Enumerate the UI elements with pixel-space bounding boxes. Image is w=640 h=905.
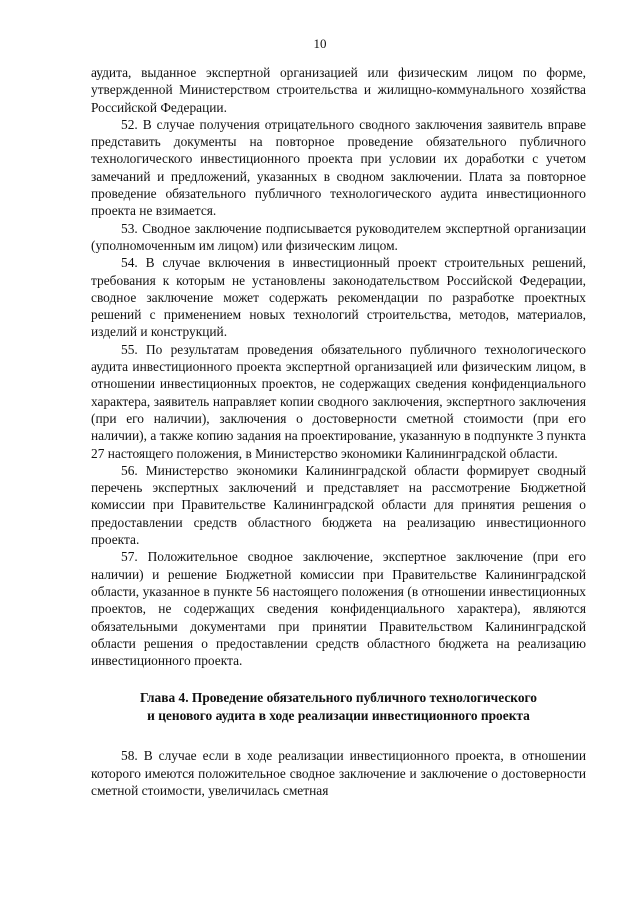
paragraph-number: 57. [121,549,138,565]
paragraph-number: 55. [121,341,138,357]
paragraph-number: 56. [121,462,138,478]
paragraph-57 [91,548,586,669]
paragraph-text: В случае если в ходе реализации инвестиционного проекта, в отношении которого имеются положительное сводное заключение и заключение о достоверности сметной стоимости, увеличилась сметная [91,748,586,798]
paragraph-text: В случае получения отрицательного сводного заключения заявитель вправе представить документы на повторное проведение обязательного публичного технологического инвестиционного проекта при условии их доработки с учетом замечаний и предложений, указанных в сводном заключении. Плата за повторное проведение обязательного публичного технологического аудита инвестиционного проекта не взимается. [91,116,586,219]
chapter-heading-line-2: и ценового аудита в ходе реализации инвестиционного проекта [147,707,530,723]
paragraph-number: 58. [121,748,138,764]
paragraph-56 [91,462,586,548]
paragraph-58 [91,747,586,799]
paragraph-text: По результатам проведения обязательного публичного технологического аудита инвестиционного проекта экспертной организацией или физическим лицом, в отношении инвестиционных проектов, не содержащих сведения конфиденциального характера, заявитель направляет копии сводного заключения, экспертного заключения (при его наличии), заключения о достоверности сметной стоимости (при его наличии), а также копию задания на проектирование, указанную в подпункте 3 пункта 27 настоящего положения, в Министерство экономики Калининградской области. [91,341,586,461]
page-number: 10 [313,36,327,51]
document-body [91,64,586,799]
paragraph-53 [91,220,586,255]
paragraph-text: Сводное заключение подписывается руководителем экспертной организации (уполномоченным им лицом) или физическим лицом. [91,220,586,253]
paragraph-number: 53. [121,220,138,236]
paragraph-text: В случае включения в инвестиционный проект строительных решений, требования к которым не установлены законодательством Российской Федерации, сводное заключение может содержать рекомендации по разработке проектных решений с применением новых технологий строительства, методов, материалов, изделий и конструкций. [91,255,586,340]
paragraph-text: Положительное сводное заключение, экспертное заключение (при его наличии) и решение Бюджетной комиссии при Правительстве Калининградской области, указанное в пункте 56 настоящего положения (в отношении инвестиционных проектов, не содержащих сведения конфиденциального характера), являются обязательными документами при принятии Правительством Калининградской области решения о предоставлении средств областного бюджета на реализацию инвестиционного проекта. [91,549,586,669]
paragraph-text: Министерство экономики Калининградской области формирует сводный перечень экспертных заключений и представляет на рассмотрение Бюджетной комиссии при Правительстве Калининградской области для принятия решения о предоставлении средств областного бюджета на реализацию инвестиционного проекта. [91,462,586,548]
paragraph-52 [91,116,586,220]
paragraph-55 [91,341,586,462]
chapter-heading [91,689,586,724]
paragraph-54 [91,254,586,340]
paragraph-continuation [91,64,586,116]
paragraph-number: 54. [121,255,138,271]
paragraph-text: аудита, выданное экспертной организацией или физическим лицом по форме, утвержденной Министерством строительства и жилищно-коммунального хозяйства Российской Федерации. [91,65,586,115]
chapter-heading-line-1: Глава 4. Проведение обязательного публичного технологического [140,690,537,706]
paragraph-number: 52. [121,116,138,132]
